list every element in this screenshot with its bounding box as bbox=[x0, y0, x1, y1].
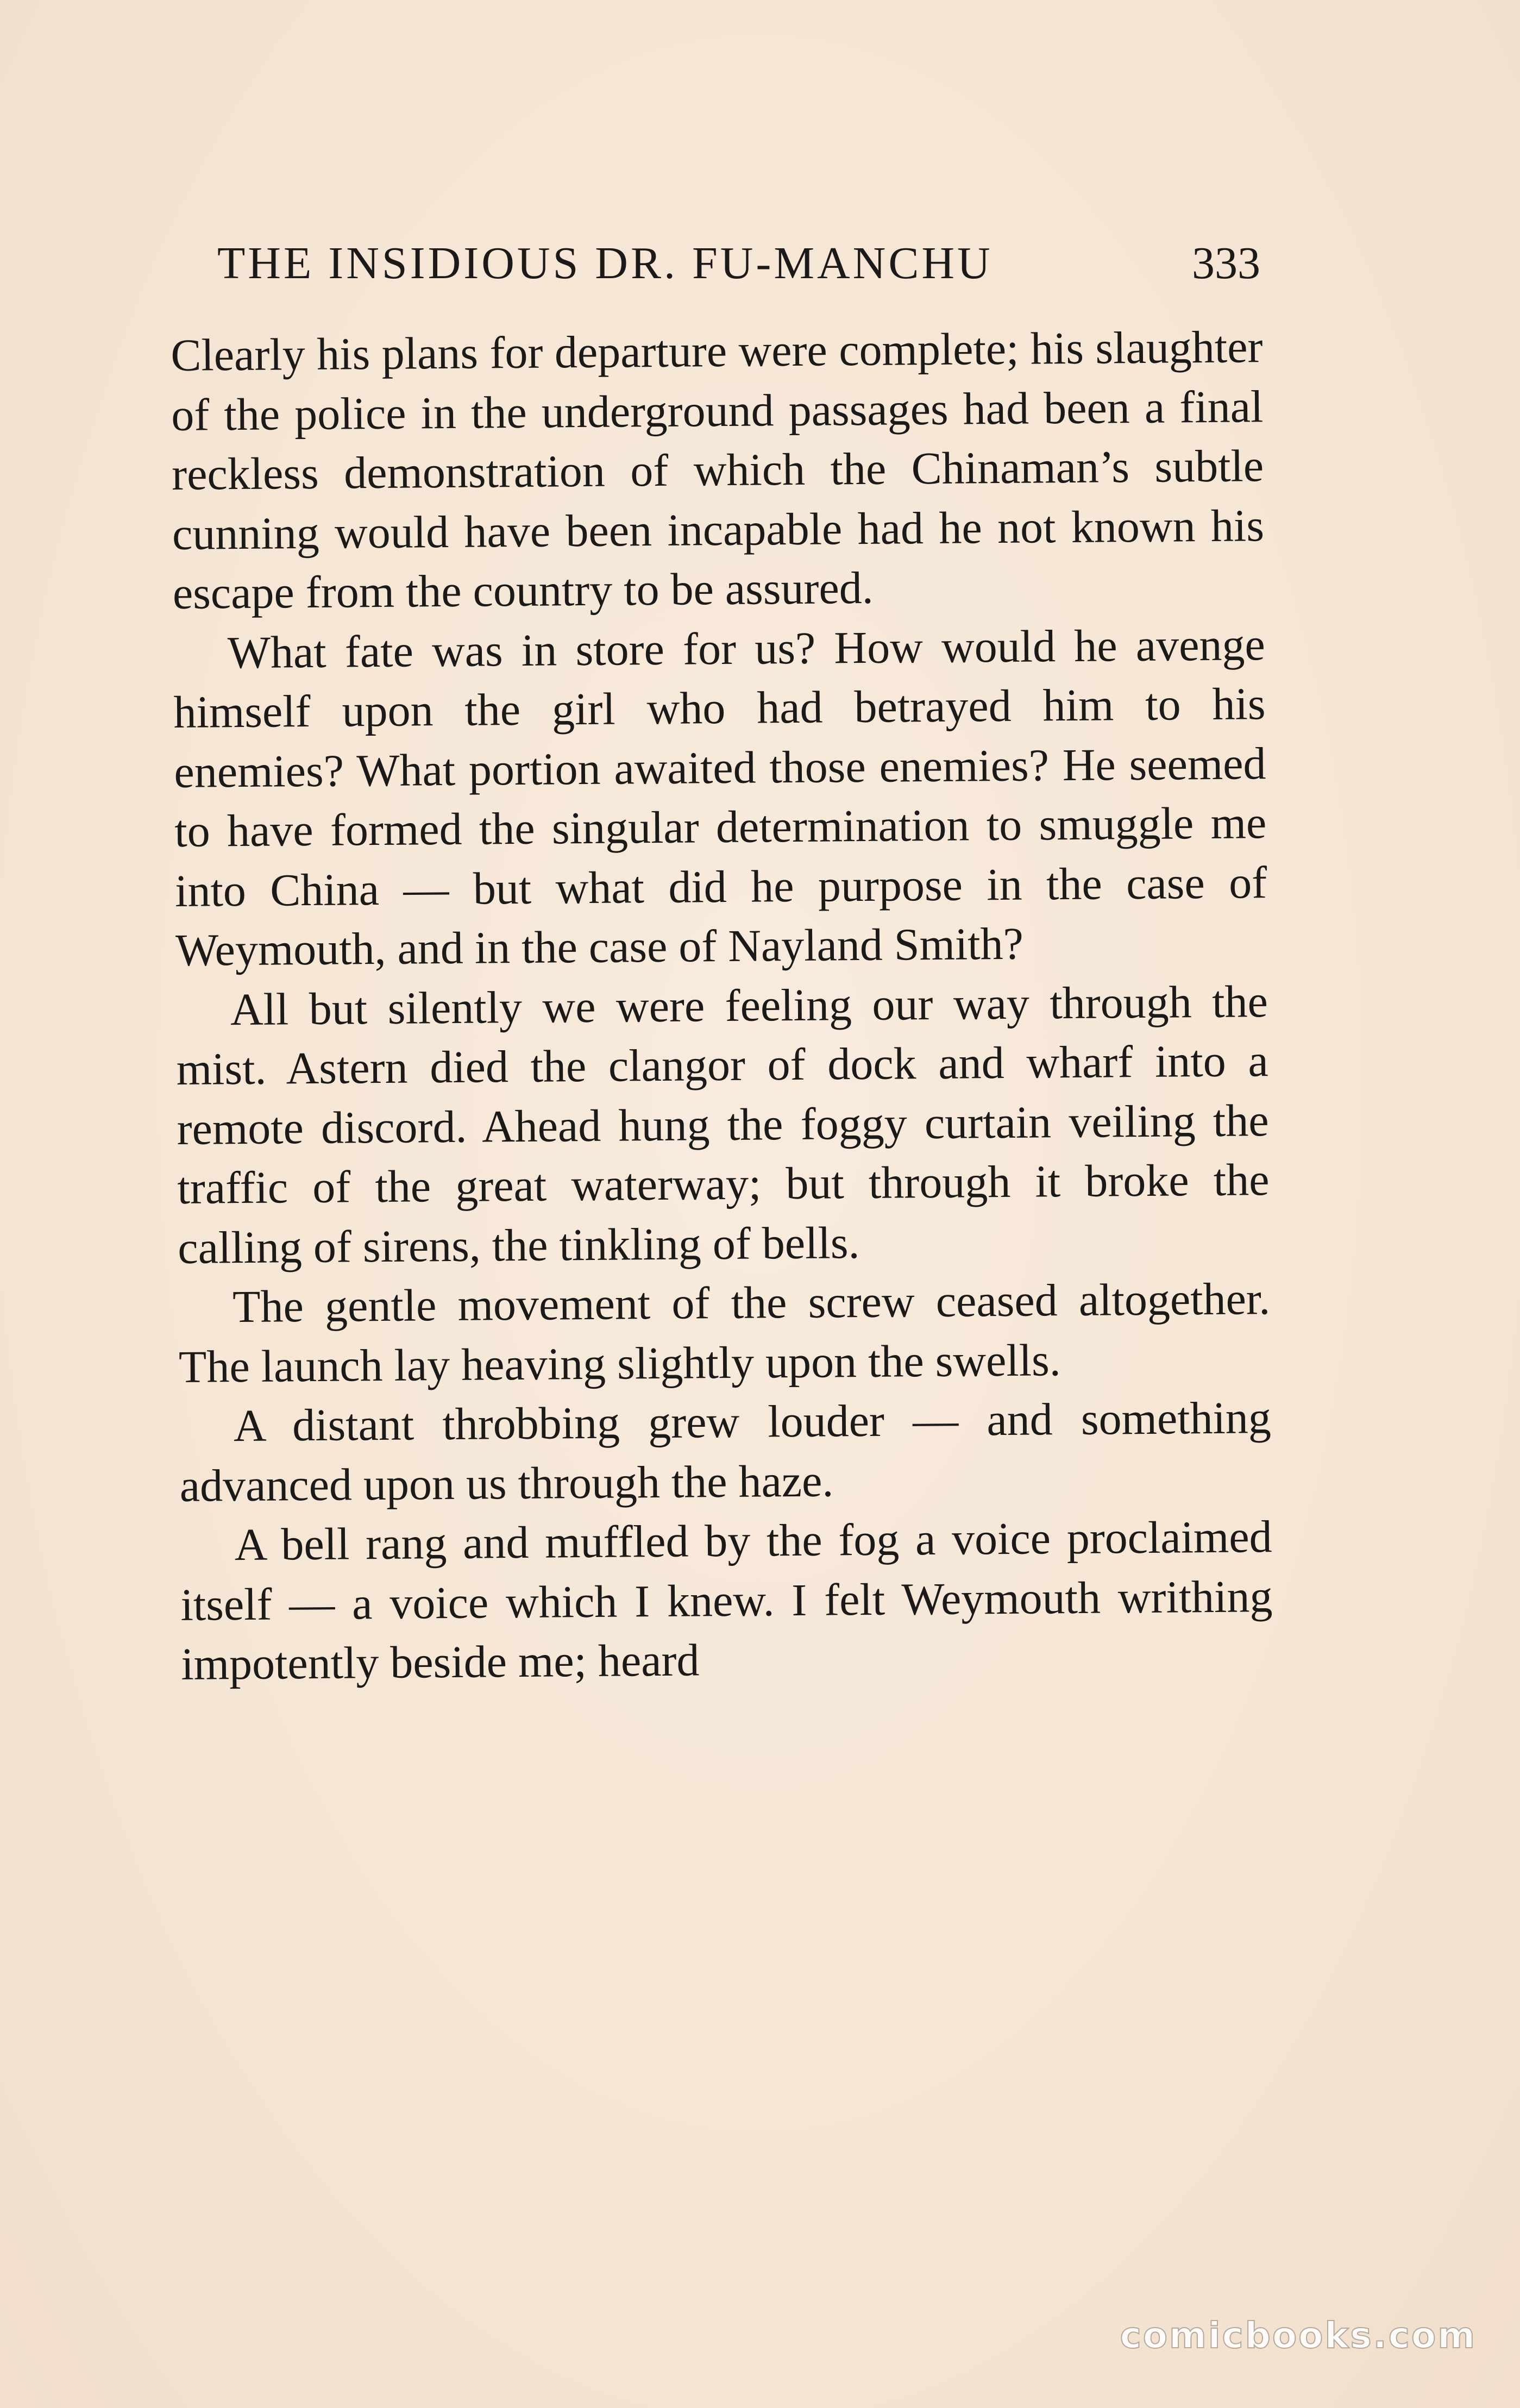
paragraph: All but silently we were feeling our way through the mist. Astern died the clangor of dock and wharf into a remote discord. Ahead hung the foggy curtain veiling the traffic of the great waterway; but through it broke the calling of sirens, the tinkling of bells. bbox=[176, 976, 1270, 1274]
body-text bbox=[171, 317, 1273, 1694]
paragraph: The gentle movement of the screw ceased altogether. The launch lay heaving slightly upon the swells. bbox=[178, 1274, 1271, 1393]
running-title: THE INSIDIOUS DR. FU-MANCHU bbox=[217, 238, 993, 289]
paragraph: A distant throbbing grew louder — and something advanced upon us through the haze. bbox=[179, 1393, 1272, 1512]
paragraph: What fate was in store for us? How would he avenge himself upon the girl who had betrayed him to his enemies? What portion awaited those enemies? He seemed to have formed the singular determination to smuggle me into China — but what did he purpose in the case of Weymouth, and in the case of Nayland Smith? bbox=[173, 619, 1267, 976]
page-header bbox=[217, 228, 1260, 299]
paragraph: Clearly his plans for departure were complete; his slaughter of the police in the underground passages had been a final reckless demonstration of which the Chinaman’s subtle cunning would have been incapable had he not known his escape from the country to be assured. bbox=[171, 322, 1265, 619]
page-number: 333 bbox=[1192, 238, 1260, 289]
paragraph: A bell rang and muffled by the fog a voice proclaimed itself — a voice which I knew. I felt Weymouth writhing impotently beside me; heard bbox=[180, 1512, 1273, 1690]
watermark: comicbooks.com bbox=[1120, 2315, 1477, 2356]
